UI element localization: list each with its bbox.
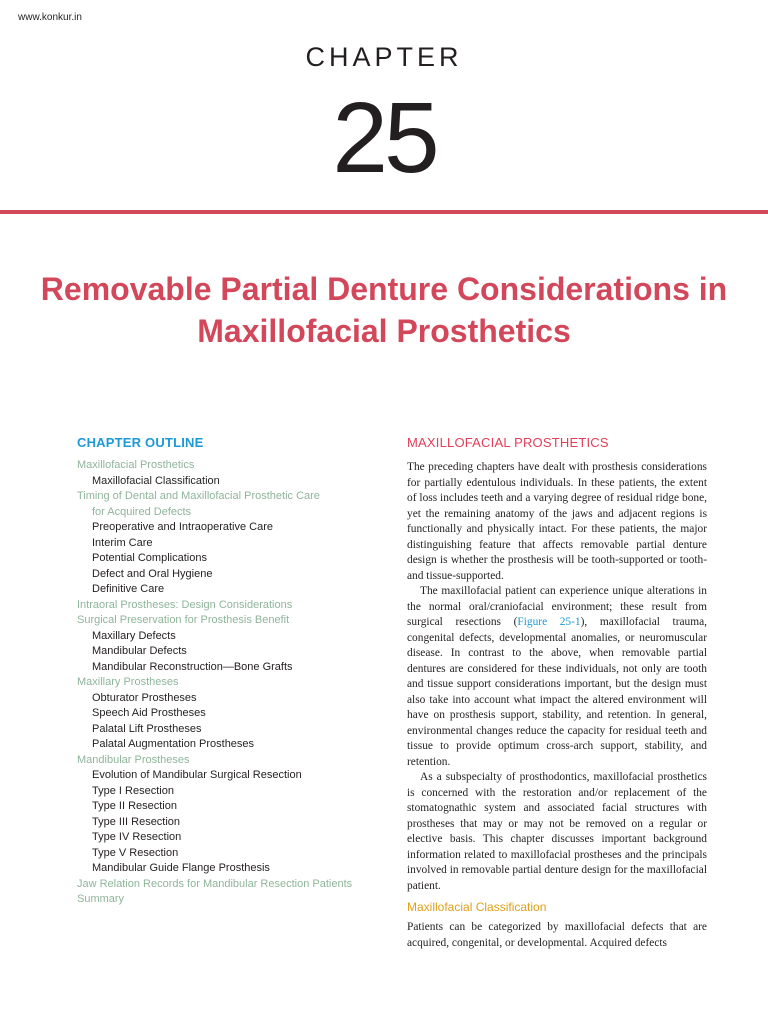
chapter-title: Removable Partial Denture Considerations in Maxillofacial Prosthetics xyxy=(40,271,728,349)
section-heading: MAXILLOFACIAL PROSTHETICS xyxy=(407,435,609,450)
outline-item-secondary[interactable]: Mandibular Guide Flange Prosthesis xyxy=(92,862,270,874)
paragraph-1: The preceding chapters have dealt with prosthesis considerations for partially edentulous individuals. In these patients, the extent of loss includes teeth and a varying degree of residual ridge bone, yet the remaining anatomy of the jaws and adjacent regions is functionally and physically intact. For these patients, the major distinguishing feature that affects removable partial denture design is whether the prosthesis will be tooth-supported or tooth- and tissue-supported. xyxy=(407,461,707,582)
outline-item-primary[interactable]: Summary xyxy=(77,893,125,905)
outline-item-primary[interactable]: Surgical Preservation for Prosthesis Benefit xyxy=(77,614,290,626)
paragraph-3: As a subspecialty of prosthodontics, maxillofacial prosthetics is concerned with the restoration and/or replacement of the stomatognathic system and associated facial structures with prostheses that may or may not be removed on a regular or elective basis. This chapter discusses important background information related to maxillofacial prostheses and the principals involved in removable partial denture design for the maxillofacial patient. xyxy=(407,771,707,892)
paragraph-2-start: The maxillofacial patient can experience unique alterations in the normal oral/craniofacial environment; these result from surgical resections ( xyxy=(407,585,707,628)
outline-item-secondary[interactable]: Obturator Prostheses xyxy=(92,691,197,704)
outline-item-secondary[interactable]: Type I Resection xyxy=(92,784,174,797)
outline-item-secondary[interactable]: for Acquired Defects xyxy=(92,505,192,518)
subsection-heading: Maxillofacial Classification xyxy=(407,900,547,914)
outline-item-secondary[interactable]: Definitive Care xyxy=(92,583,165,595)
outline-item-primary[interactable]: Mandibular Prostheses xyxy=(77,753,190,766)
site-url[interactable]: www.konkur.in xyxy=(18,12,82,23)
outline-item-secondary[interactable]: Potential Complications xyxy=(92,552,207,564)
outline-item-primary[interactable]: Timing of Dental and Maxillofacial Prosthetic Care xyxy=(77,490,320,502)
outline-item-secondary[interactable]: Defect and Oral Hygiene xyxy=(92,567,213,580)
outline-item-secondary[interactable]: Maxillofacial Classification xyxy=(92,474,220,487)
outline-item-secondary[interactable]: Type IV Resection xyxy=(92,831,182,843)
outline-item-primary[interactable]: Maxillofacial Prosthetics xyxy=(77,459,195,471)
chapter-outline xyxy=(77,435,377,908)
outline-item-primary[interactable]: Intraoral Prostheses: Design Considerations xyxy=(77,598,293,611)
outline-item-secondary[interactable]: Maxillary Defects xyxy=(92,629,176,642)
chapter-number: 25 xyxy=(332,82,436,194)
outline-item-secondary[interactable]: Mandibular Reconstruction—Bone Grafts xyxy=(92,660,293,673)
outline-item-primary[interactable]: Maxillary Prostheses xyxy=(77,676,179,688)
outline-heading: CHAPTER OUTLINE xyxy=(77,435,204,450)
outline-item-primary[interactable]: Jaw Relation Records for Mandibular Resection Patients xyxy=(77,877,353,890)
paragraph-4: Patients can be categorized by maxillofacial defects that are acquired, congenital, or developmental. Acquired defects xyxy=(407,921,707,949)
outline-list xyxy=(77,458,377,908)
outline-item-secondary[interactable]: Speech Aid Prostheses xyxy=(92,707,206,719)
outline-item-secondary[interactable]: Palatal Lift Prostheses xyxy=(92,722,202,735)
outline-item-secondary[interactable]: Type II Resection xyxy=(92,800,177,812)
outline-item-secondary[interactable]: Palatal Augmentation Prostheses xyxy=(92,738,255,750)
outline-item-secondary[interactable]: Type III Resection xyxy=(92,815,181,828)
outline-item-secondary[interactable]: Type V Resection xyxy=(92,846,179,859)
chapter-rule-line xyxy=(0,210,768,214)
outline-item-secondary[interactable]: Mandibular Defects xyxy=(92,645,187,657)
paragraph-2 xyxy=(407,584,707,770)
outline-item-secondary[interactable]: Evolution of Mandibular Surgical Resection xyxy=(92,769,302,781)
paragraph-2-end: ), maxillofacial trauma, congenital defects, developmental anomalies, or neuromuscular disease. In contrast to the above, when removable partial dentures are considered for these individuals, not only are tooth and tissue support considerations important, but the design must also take into account what impact the altered environment will have on prosthesis support, stability, and retention. In general, environmental changes reduce the capacity for residual teeth and tissue to provide optimum cross-arch support, stability, and retention. xyxy=(407,616,708,768)
figure-link[interactable]: Figure 25-1 xyxy=(517,616,581,628)
outline-item-secondary[interactable]: Interim Care xyxy=(92,536,153,549)
main-text-column xyxy=(407,435,707,951)
outline-item-secondary[interactable]: Preoperative and Intraoperative Care xyxy=(92,521,273,533)
chapter-label: CHAPTER xyxy=(305,42,463,72)
